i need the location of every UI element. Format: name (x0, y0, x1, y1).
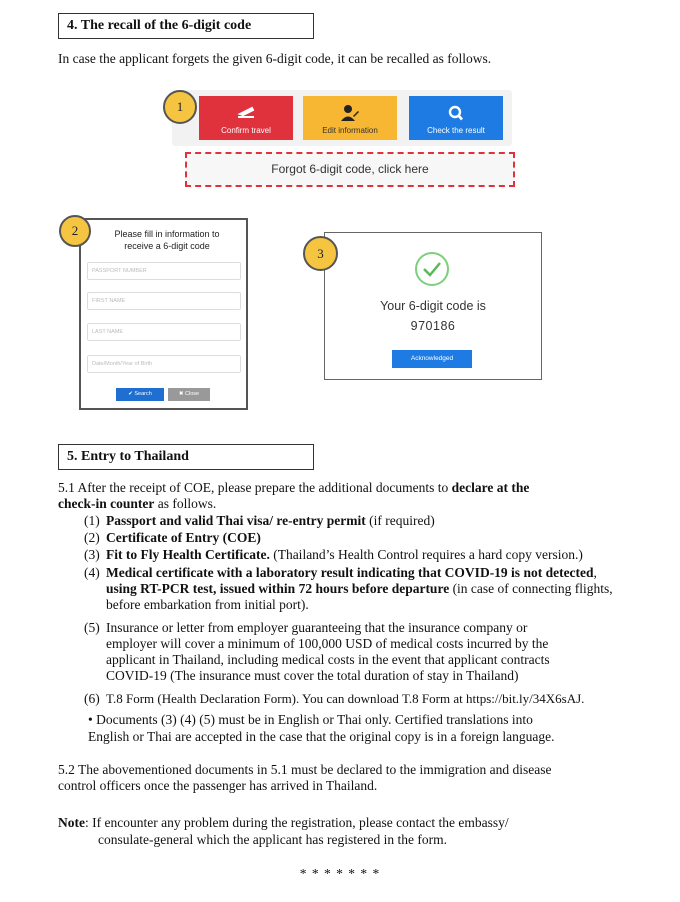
user-edit-icon (303, 104, 397, 124)
passport-number-input[interactable]: PASSPORT NUMBER (87, 262, 241, 280)
close-button[interactable]: ✖ Close (168, 388, 210, 401)
confirm-travel-label: Confirm travel (221, 126, 271, 135)
step2-heading (92, 228, 242, 252)
note-line1 (58, 815, 668, 831)
edit-information-button[interactable] (303, 96, 397, 140)
p51-line2-bold: check-in counter (58, 496, 155, 511)
item6-text: T.8 Form (Health Declaration Form). You can download T.8 Form at https://bit.ly/34X6sAJ. (106, 691, 585, 706)
item4-line1-bold: Medical certificate with a laboratory result indicating that COVID-19 is not detected (106, 565, 594, 580)
list-item (84, 565, 664, 617)
birth-date-input[interactable]: Date/Month/Year of Birth (87, 355, 241, 373)
last-name-input[interactable]: LAST NAME (87, 323, 241, 341)
section4-title: 4. The recall of the 6-digit code (58, 13, 314, 39)
note-text: : If encounter any problem during the registration, please contact the embassy/ (85, 815, 509, 830)
step2-heading-line2: receive a 6-digit code (124, 241, 210, 251)
list-item-bold: Certificate of Entry (COE) (106, 530, 261, 545)
step3-number: 3 (303, 236, 338, 271)
step2-heading-line1: Please fill in information to (114, 229, 220, 239)
p51-line2-rest: as follows. (154, 496, 217, 511)
item5-line: applicant in Thailand, including medical costs in the event that applicant contracts (106, 652, 550, 667)
documents-note-line2: English or Thai are accepted in the case that the original copy is in a foreign language. (88, 729, 555, 744)
p51-text: 5.1 After the receipt of COE, please prepare the additional documents to (58, 480, 452, 495)
paragraph-5-1-line2 (58, 496, 658, 512)
check-result-button[interactable] (409, 96, 503, 140)
item5-line: COVID-19 (The insurance must cover the total duration of stay in Thailand) (106, 668, 519, 683)
paragraph-5-2-line1: 5.2 The abovementioned documents in 5.1 must be declared to the immigration and disease (58, 762, 552, 777)
section4-intro: In case the applicant forgets the given 6-digit code, it can be recalled as follows. (58, 51, 492, 66)
paragraph-5-2-line2: control officers once the passenger has arrived in Thailand. (58, 778, 378, 793)
check-result-label: Check the result (427, 126, 485, 135)
item4-line2-rest: (in case of connecting flights, (449, 581, 613, 596)
note-line2: consulate-general which the applicant has registered in the form. (98, 832, 447, 847)
list-item-rest: (Thailand’s Health Control requires a hard copy version.) (269, 547, 583, 562)
airplane-icon (199, 104, 293, 124)
documents-note-line1: • Documents (3) (4) (5) must be in English or Thai only. Certified translations into (88, 712, 533, 727)
acknowledged-button[interactable]: Acknowledged (392, 350, 472, 368)
list-item-rest: (if required) (365, 513, 435, 528)
item4-line1-rest: , (593, 565, 597, 580)
code-message: Your 6-digit code is (380, 299, 486, 313)
list-item-number: (4) (84, 565, 100, 580)
list-item-bold: Fit to Fly Health Certificate. (106, 547, 270, 562)
check-circle-icon (413, 250, 451, 288)
footer-stars: * * * * * * * (299, 866, 381, 881)
list-item-number: (2) (84, 530, 100, 545)
p51-bold: declare at the (451, 480, 530, 495)
note-label: Note (58, 815, 85, 830)
step2-number: 2 (59, 215, 91, 247)
item4-line3: before embarkation from initial port). (106, 597, 309, 612)
search-button[interactable]: ✔ Search (116, 388, 164, 401)
list-item (84, 620, 664, 688)
list-item-number: (6) (84, 691, 100, 706)
item4-line2-bold: using RT-PCR test, issued within 72 hours before departure (106, 581, 450, 596)
list-item-bold: Passport and valid Thai visa/ re-entry permit (106, 513, 366, 528)
forgot-code-label: Forgot 6-digit code, click here (271, 162, 429, 176)
item5-line: Insurance or letter from employer guaranteeing that the insurance company or (106, 620, 528, 635)
edit-information-label: Edit information (322, 126, 378, 135)
section5-title: 5. Entry to Thailand (58, 444, 314, 470)
first-name-input[interactable]: FIRST NAME (87, 292, 241, 310)
list-item-number: (5) (84, 620, 100, 635)
paragraph-5-1 (58, 480, 658, 496)
forgot-code-link[interactable] (185, 152, 515, 187)
step1-number: 1 (163, 90, 197, 124)
list-item-number: (1) (84, 513, 100, 528)
item5-line: employer will cover a minimum of 100,000 USD of medical costs incurred by the (106, 636, 549, 651)
confirm-travel-button[interactable] (199, 96, 293, 140)
code-value: 970186 (410, 319, 456, 333)
search-icon (409, 104, 503, 124)
list-item-number: (3) (84, 547, 100, 562)
